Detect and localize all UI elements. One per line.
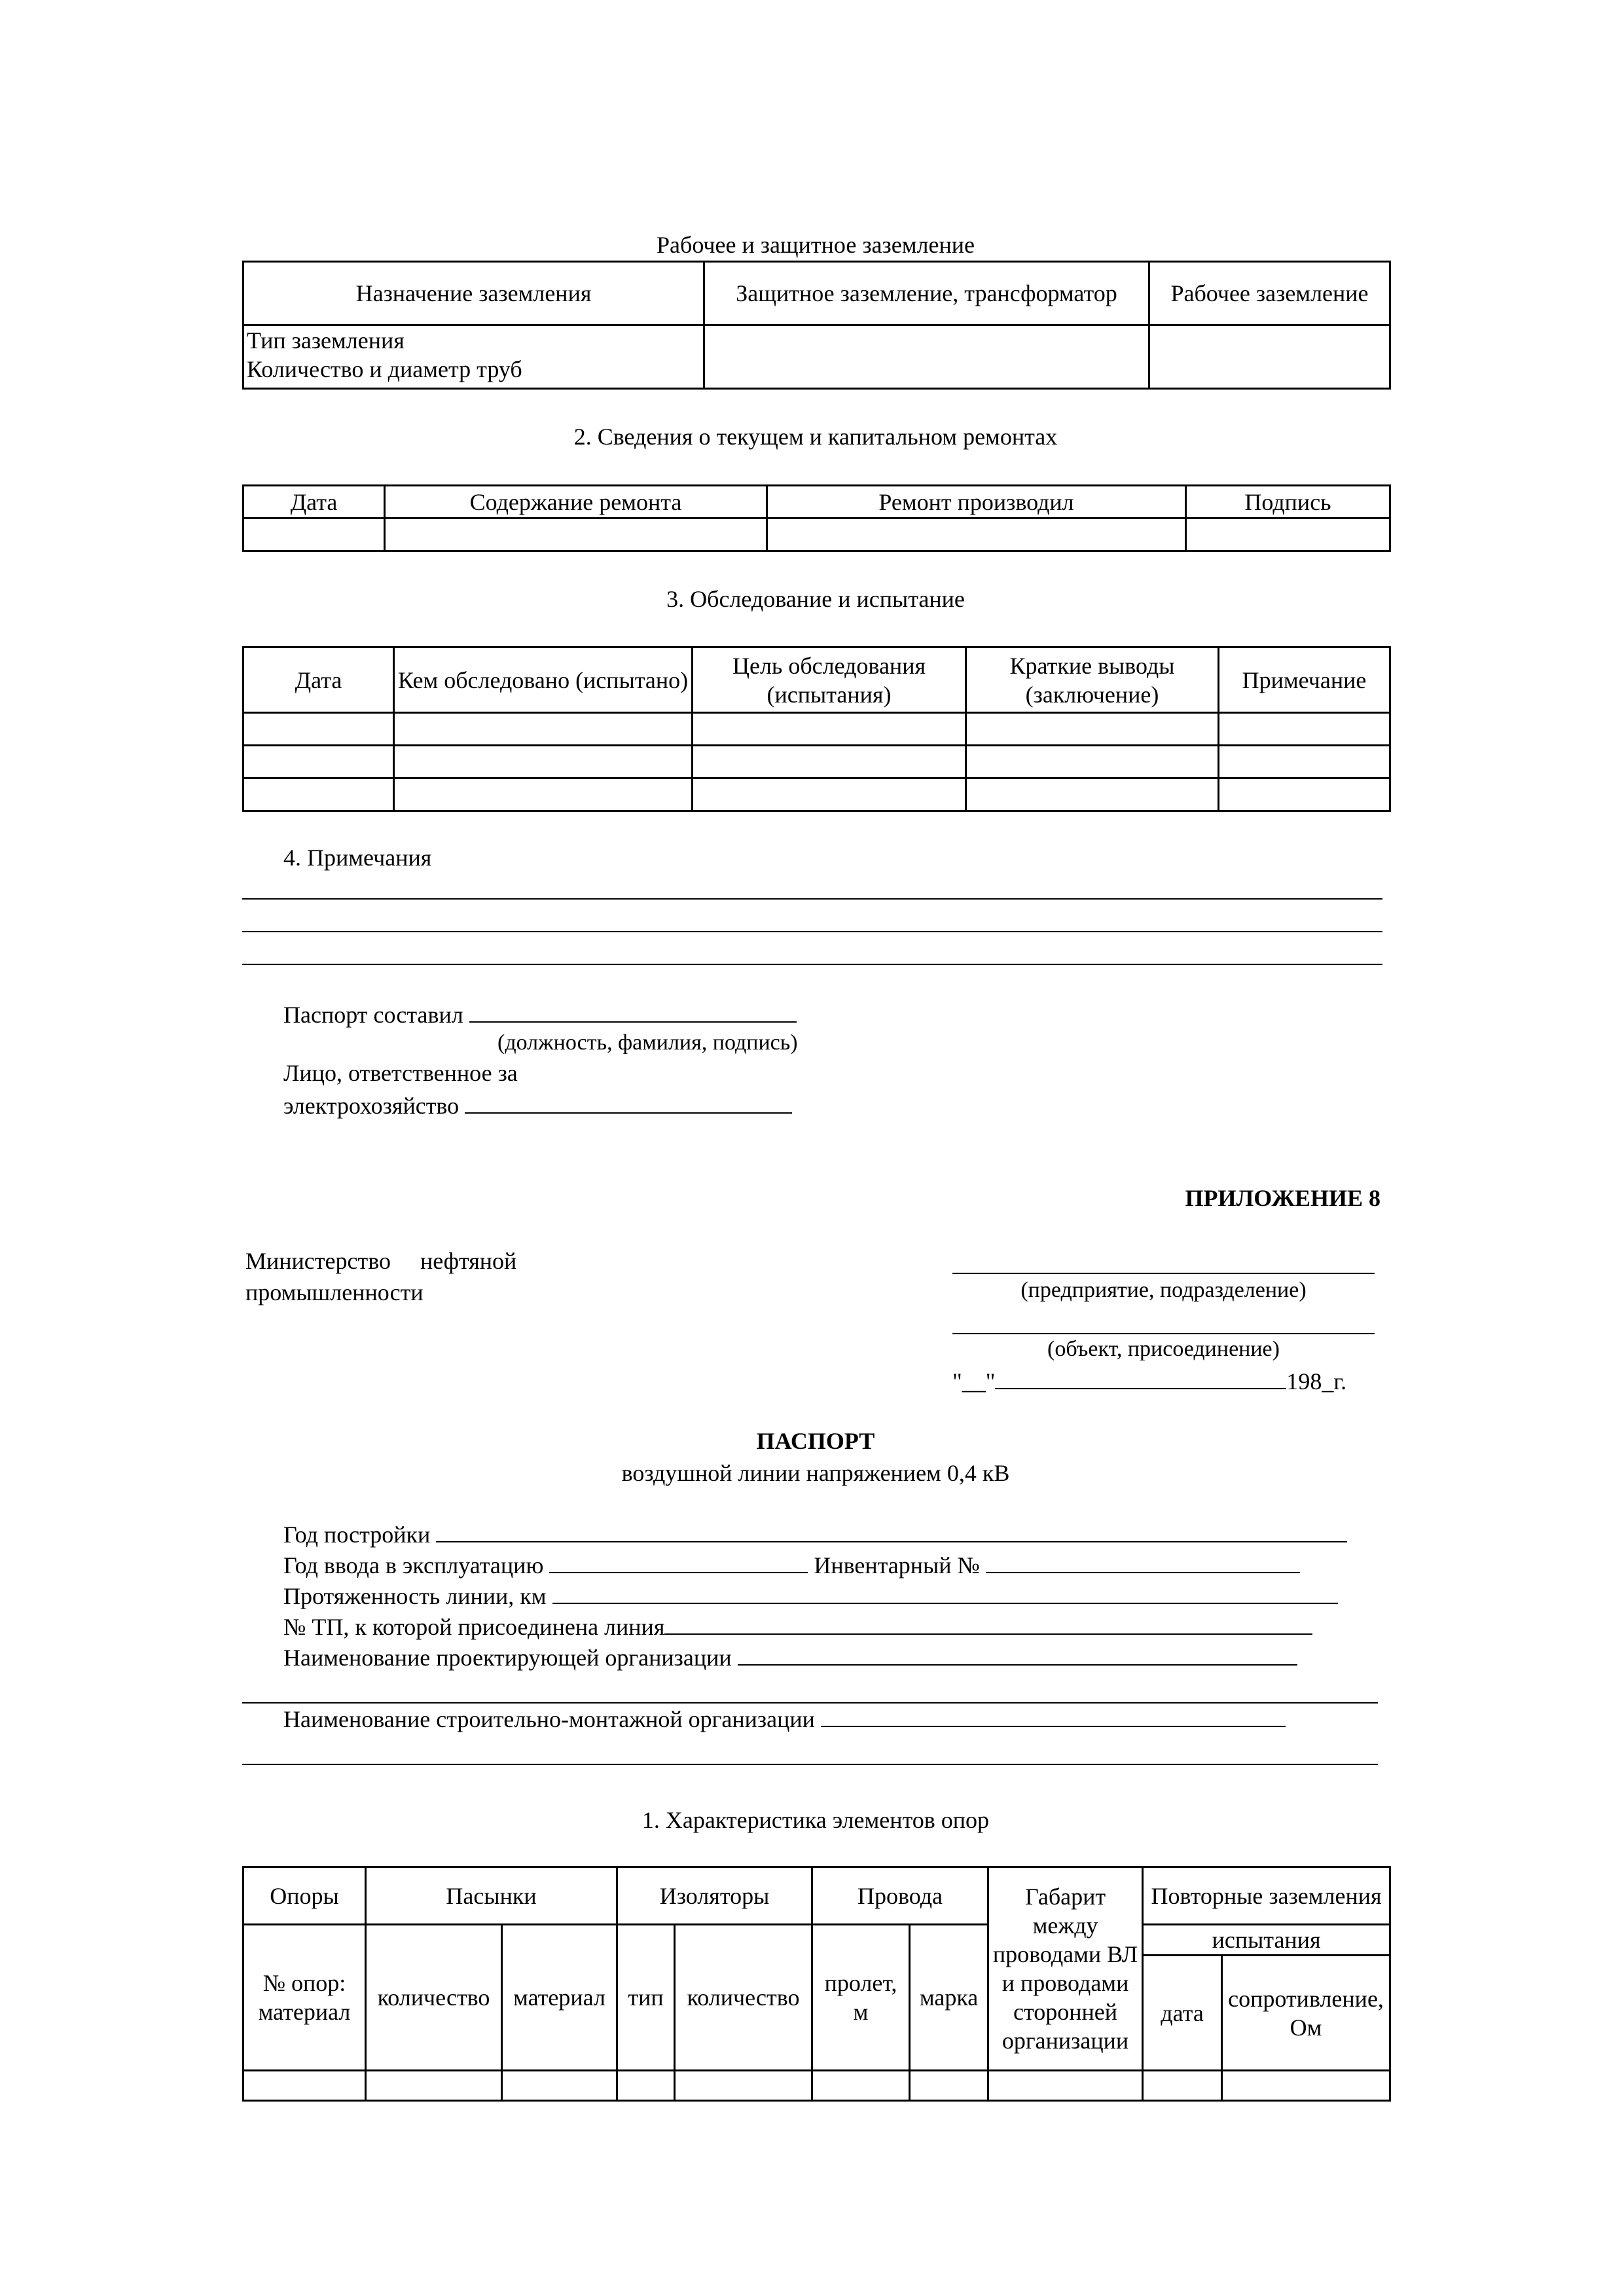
enterprise-hint: (предприятие, подразделение) [1020,1278,1307,1302]
responsible-signature-line [465,1090,792,1114]
date-prefix: "__" [952,1368,996,1394]
compiled-label: Паспорт составил [283,1002,463,1028]
construction-org-line-2 [242,1764,1378,1765]
date-suffix: 198_г. [1286,1368,1347,1394]
grounding-type-label: Тип заземления [247,327,405,354]
object-hint: (объект, присоединение) [1047,1337,1280,1361]
grounding-row-labels [244,325,704,389]
year-commissioned-line [549,1550,808,1573]
inspection-header-by: Кем обследовано (испытано) [394,647,693,713]
responsible-label-2: электрохозяйство [283,1093,460,1119]
supports-table [242,1866,1391,2102]
line-length-line [552,1580,1338,1604]
year-commissioned-label: Год ввода в эксплуатацию [283,1552,544,1578]
line-length-label: Протяженность линии, км [283,1583,547,1609]
supports-sub-span: пролет, м [812,1925,910,2071]
construction-org-label: Наименование строительно-монтажной организации [283,1706,815,1732]
supports-sub-crossarm-qty: количество [366,1925,502,2071]
repairs-header-date: Дата [244,486,385,519]
supports-sub-pole-material: № опор: материал [244,1925,366,2071]
grounding-table [242,261,1391,390]
design-org-label: Наименование проектирующей организации [283,1645,732,1671]
inspection-table [242,646,1391,812]
date-line [995,1366,1286,1389]
grounding-header-working: Рабочее заземление [1149,262,1390,325]
year-built-row [283,1519,1347,1548]
ministry-line-2: промышленности [245,1279,424,1305]
supports-header-insulators: Изоляторы [617,1867,812,1925]
responsible-label-1: Лицо, ответственное за [283,1060,518,1086]
supports-sub-crossarm-material: материал [502,1925,617,2071]
supports-header-tests: испытания [1143,1925,1390,1956]
supports-header-regrounding: Повторные заземления [1143,1867,1390,1925]
supports-sub-insulator-qty: количество [675,1925,812,2071]
inspection-title: 3. Обследование и испытание [666,586,965,612]
supports-header-clearance: Габарит между проводами ВЛ и проводами сторонней организации [988,1867,1143,2071]
compiled-signature-line [469,999,797,1023]
length-row [283,1580,1338,1609]
appendix-label: ПРИЛОЖЕНИЕ 8 [1185,1185,1380,1211]
repairs-header-content: Содержание ремонта [385,486,767,519]
inspection-header-conclusions: Краткие выводы (заключение) [966,647,1219,713]
inspection-header-note: Примечание [1219,647,1390,713]
supports-header-crossarms: Пасынки [366,1867,617,1925]
table-row [244,519,1390,551]
table-cell [1149,325,1390,389]
passport-title: ПАСПОРТ [756,1428,875,1454]
year-built-label: Год постройки [283,1522,431,1548]
tp-line [664,1611,1312,1635]
responsible-row [283,1090,792,1119]
compiled-hint: (должность, фамилия, подпись) [497,1030,798,1055]
ministry-line-1: Министерство нефтяной [245,1248,517,1274]
supports-sub-test-date: дата [1143,1956,1222,2071]
construction-org-line [821,1704,1286,1727]
object-line [952,1333,1375,1334]
tp-label: № ТП, к которой присоединена линия [283,1614,665,1640]
table-row [244,746,1390,778]
compiled-row [283,999,797,1028]
repairs-table [242,484,1391,552]
design-org-row [283,1642,1297,1671]
inspection-header-purpose: Цель обследования (испытания) [693,647,966,713]
grounding-pipes-label: Количество и диаметр труб [247,356,522,382]
notes-title: 4. Примечания [283,845,432,871]
table-row [244,778,1390,811]
grounding-title: Рабочее и защитное заземление [657,232,975,258]
table-row [244,713,1390,746]
supports-sub-resistance: сопротивление, Ом [1222,1956,1390,2071]
supports-header-poles: Опоры [244,1867,366,1925]
grounding-header-purpose: Назначение заземления [244,262,704,325]
grounding-header-protective: Защитное заземление, трансформатор [704,262,1149,325]
inventory-line [986,1550,1300,1573]
supports-sub-insulator-type: тип [617,1925,675,2071]
tp-row [283,1611,1312,1640]
construction-org-row [283,1704,1286,1732]
supports-header-wires: Провода [812,1867,988,1925]
year-built-line [436,1519,1347,1542]
notes-line [242,964,1382,965]
table-row [244,2071,1390,2101]
passport-subtitle: воздушной линии напряжением 0,4 кВ [621,1460,1010,1486]
commissioned-row [283,1550,1300,1578]
repairs-header-performer: Ремонт производил [767,486,1186,519]
inventory-label: Инвентарный № [814,1552,980,1578]
table-cell [704,325,1149,389]
notes-line [242,931,1382,932]
notes-line [242,898,1382,900]
enterprise-line [952,1273,1375,1274]
inspection-header-date: Дата [244,647,394,713]
supports-title: 1. Характеристика элементов опор [641,1807,990,1833]
supports-sub-wire-brand: марка [910,1925,988,2071]
repairs-header-signature: Подпись [1186,486,1390,519]
repairs-title: 2. Сведения о текущем и капитальном ремонтах [573,424,1058,450]
date-row [952,1366,1346,1394]
design-org-line [738,1642,1297,1666]
